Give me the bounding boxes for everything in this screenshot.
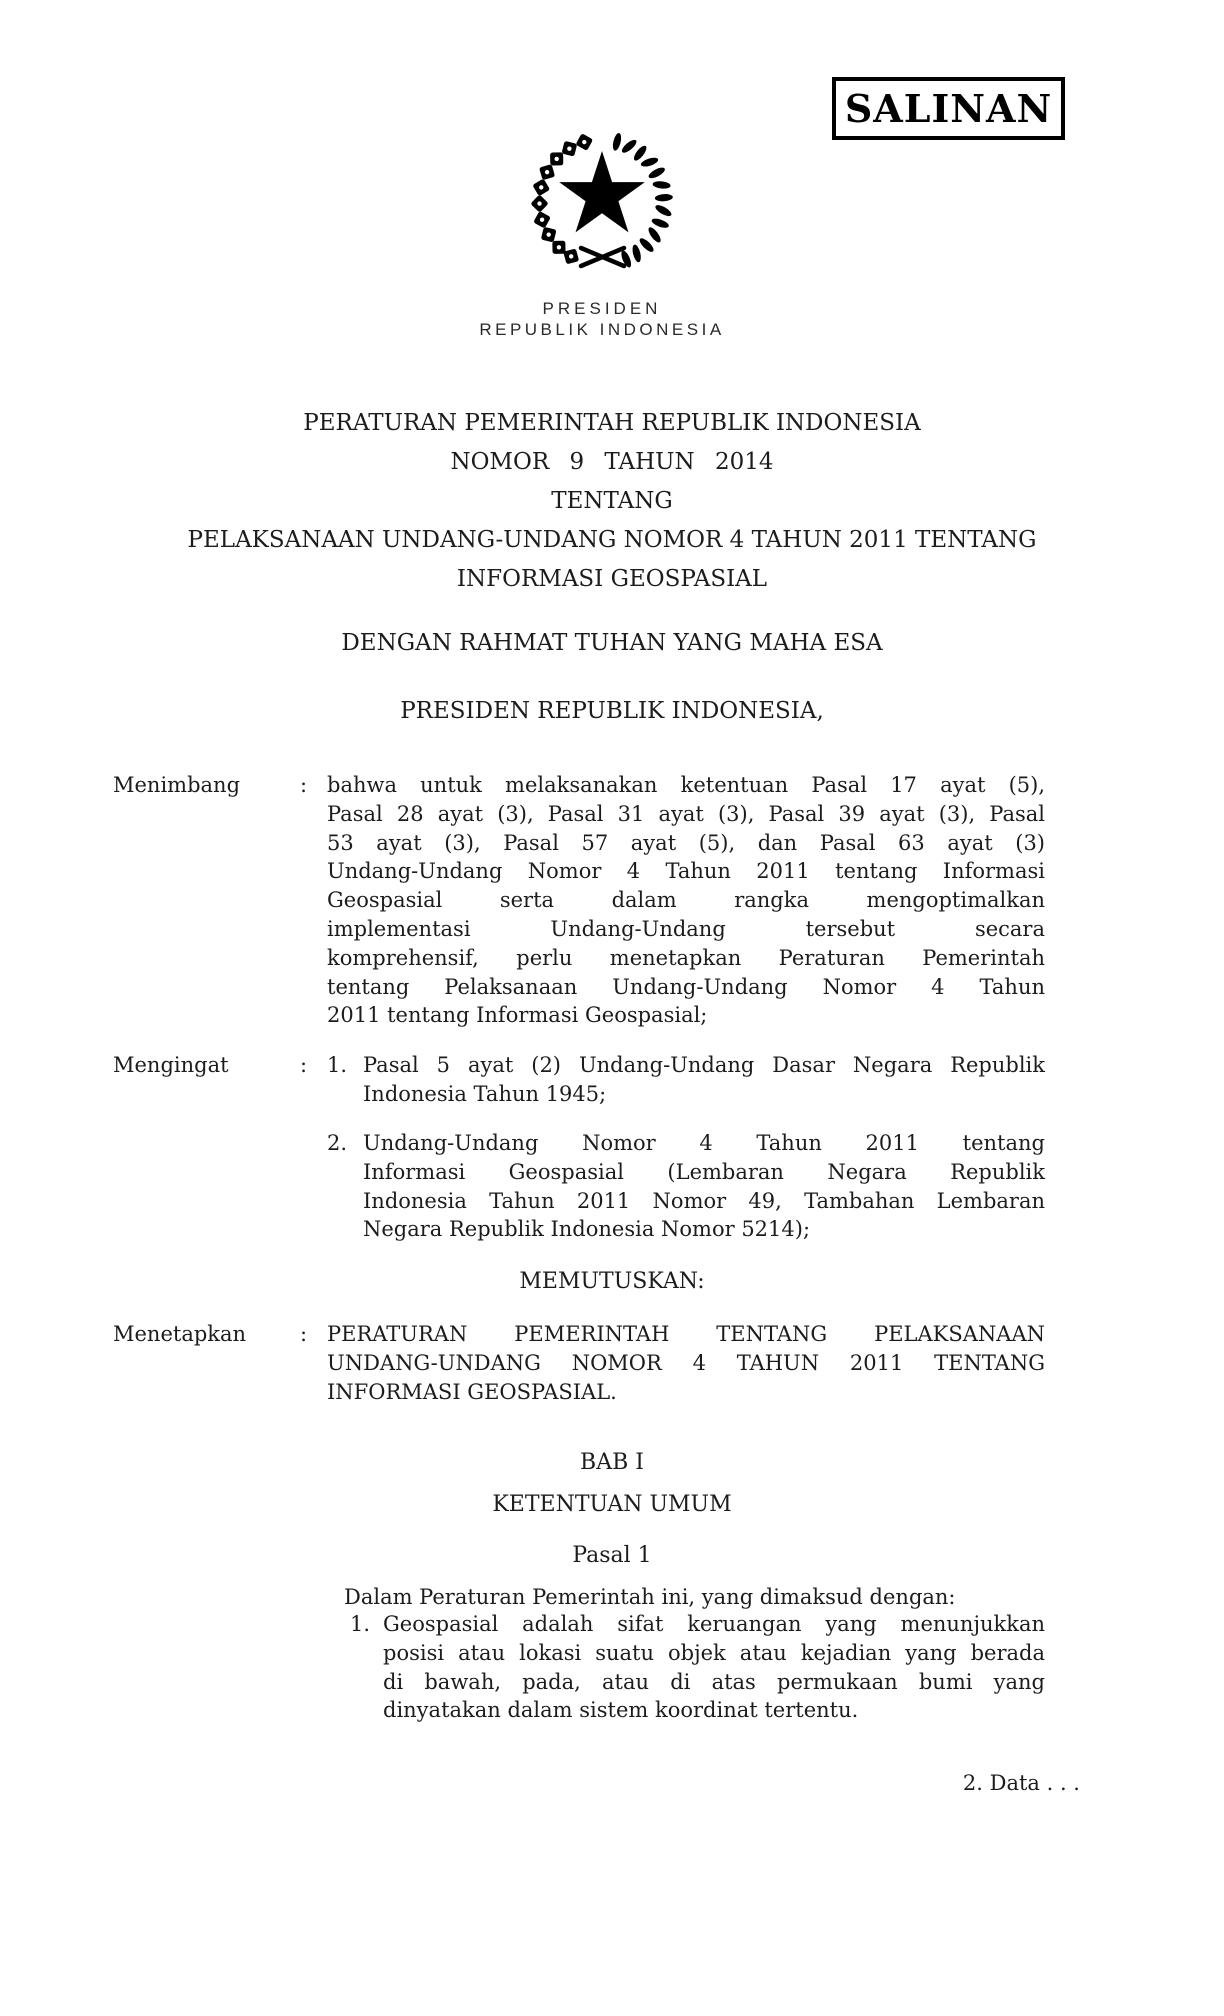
- mengingat-item-text: [363, 1129, 1045, 1244]
- text-line: Geospasial serta dalam rangka mengoptimalkan: [327, 888, 1045, 913]
- menimbang-colon: :: [300, 773, 308, 797]
- letterhead-republik-indonesia: REPUBLIK INDONESIA: [479, 320, 725, 339]
- text-line: Undang-Undang Nomor 4 Tahun 2011 tentang: [363, 1131, 1045, 1155]
- text-line: Indonesia Tahun 2011 Nomor 49, Tambahan Lembaran: [363, 1188, 1045, 1213]
- text-line: PERATURAN PEMERINTAH REPUBLIK INDONESIA: [303, 410, 921, 436]
- salinan-stamp-label: SALINAN: [844, 86, 1053, 131]
- text-line: 53 ayat (3), Pasal 57 ayat (5), dan Pasal 63 ayat (3): [327, 830, 1045, 855]
- text-line: Undang-Undang Nomor 4 Tahun 2011 tentang Informasi: [327, 859, 1045, 884]
- text-line: PELAKSANAAN UNDANG-UNDANG NOMOR 4 TAHUN 2011 TENTANG: [187, 527, 1037, 553]
- mengingat-label: Mengingat: [113, 1053, 229, 1077]
- definition-item-text: [383, 1610, 1045, 1725]
- menimbang-label: Menimbang: [113, 773, 241, 797]
- menetapkan-label: Menetapkan: [113, 1322, 247, 1346]
- text-line: tentang Pelaksanaan Undang-Undang Nomor 4 Tahun: [327, 974, 1045, 999]
- authority-line: PRESIDEN REPUBLIK INDONESIA,: [400, 698, 824, 724]
- text-line: Geospasial adalah sifat keruangan yang menunjukkan: [383, 1612, 1045, 1636]
- page-catchword: 2. Data . . .: [962, 1771, 1080, 1795]
- text-line: dinyatakan dalam sistem koordinat tertentu.: [383, 1698, 859, 1723]
- mengingat-item-number: 2.: [327, 1131, 348, 1155]
- mengingat-colon: :: [300, 1053, 308, 1077]
- article-intro: Dalam Peraturan Pemerintah ini, yang dimaksud dengan:: [344, 1585, 956, 1609]
- chapter-title: KETENTUAN UMUM: [492, 1492, 732, 1517]
- text-line: bahwa untuk melaksanakan ketentuan Pasal 17 ayat (5),: [327, 773, 1045, 797]
- invocation-line: DENGAN RAHMAT TUHAN YANG MAHA ESA: [341, 630, 883, 656]
- text-line: INFORMASI GEOSPASIAL.: [327, 1379, 617, 1404]
- text-line: komprehensif, perlu menetapkan Peraturan Pemerintah: [327, 945, 1045, 970]
- definition-item-number: 1.: [350, 1612, 371, 1636]
- mengingat-item-text: [363, 1051, 1045, 1109]
- salinan-stamp: [832, 77, 1065, 140]
- text-line: INFORMASI GEOSPASIAL: [456, 566, 768, 592]
- article-heading: Pasal 1: [572, 1543, 652, 1568]
- text-line: UNDANG-UNDANG NOMOR 4 TAHUN 2011 TENTANG: [327, 1350, 1045, 1375]
- mengingat-item-number: 1.: [327, 1053, 348, 1077]
- text-line: Indonesia Tahun 1945;: [363, 1081, 607, 1106]
- menetapkan-colon: :: [300, 1322, 308, 1346]
- text-line: implementasi Undang-Undang tersebut secara: [327, 916, 1045, 941]
- star-icon: [559, 151, 645, 232]
- memutuskan-heading: MEMUTUSKAN:: [519, 1269, 705, 1294]
- text-line: Pasal 5 ayat (2) Undang-Undang Dasar Negara Republik: [363, 1053, 1045, 1077]
- chapter-number: BAB I: [580, 1450, 644, 1475]
- text-line: di bawah, pada, atau di atas permukaan bumi yang: [383, 1669, 1045, 1694]
- text-line: PERATURAN PEMERINTAH TENTANG PELAKSANAAN: [327, 1322, 1045, 1346]
- text-line: Pasal 28 ayat (3), Pasal 31 ayat (3), Pasal 39 ayat (3), Pasal: [327, 801, 1045, 826]
- menetapkan-paragraph: [327, 1320, 1045, 1406]
- document-title: [0, 404, 1224, 599]
- text-line: 2011 tentang Informasi Geospasial;: [327, 1003, 708, 1028]
- text-line: Negara Republik Indonesia Nomor 5214);: [363, 1217, 811, 1242]
- text-line: Informasi Geospasial (Lembaran Negara Republik: [363, 1159, 1045, 1184]
- presidential-star-wreath-emblem-icon: [524, 126, 676, 276]
- text-line: NOMOR 9 TAHUN 2014: [450, 449, 774, 475]
- text-line: posisi atau lokasi suatu objek atau kejadian yang berada: [383, 1640, 1045, 1665]
- menimbang-paragraph: [327, 771, 1045, 1030]
- letterhead-presiden: PRESIDEN: [542, 299, 662, 318]
- text-line: TENTANG: [551, 488, 673, 514]
